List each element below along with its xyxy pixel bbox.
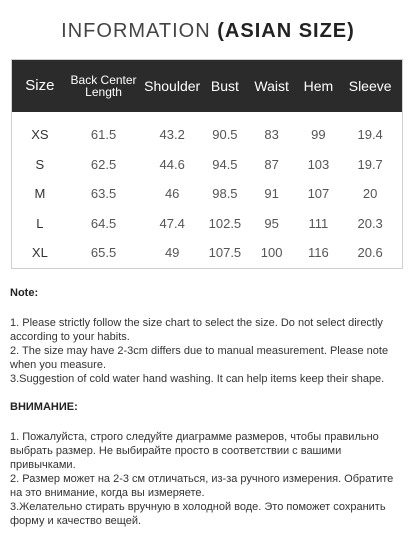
notes-section [10,286,408,528]
table-row [12,120,402,150]
cell-hem: 111 [308,215,329,231]
header-size: Size [25,77,55,94]
note-line-ru-3: 3.Желательно стирать вручную в холодной воде. Это поможет сохранить форму и качество вещей. [10,501,386,527]
cell-sleeve: 19.4 [357,127,383,143]
table-row [12,150,402,180]
cell-waist: 91 [264,186,279,202]
title-main: INFORMATION [61,20,211,42]
page-title [0,20,416,43]
table-body [12,112,402,268]
cell-back-center-length: 62.5 [90,156,117,172]
cell-size: XS [31,127,49,143]
cell-sleeve: 20.6 [357,245,383,261]
cell-bust: 107.5 [208,245,242,261]
cell-shoulder: 47.4 [159,215,185,231]
cell-hem: 107 [307,186,330,202]
cell-back-center-length: 63.5 [90,186,117,202]
cell-size: L [36,215,44,231]
cell-hem: 103 [307,156,330,172]
table-row [12,179,402,209]
cell-sleeve: 20.3 [357,215,383,231]
cell-waist: 100 [260,245,283,261]
cell-bust: 102.5 [208,215,242,231]
cell-back-center-length: 65.5 [90,245,117,261]
cell-waist: 87 [264,156,279,172]
table-row [12,209,402,239]
header-shoulder: Shoulder [144,78,201,94]
header-sleeve: Sleeve [348,78,392,94]
cell-size: S [35,156,45,172]
cell-bust: 94.5 [212,156,238,172]
cell-size: M [34,186,46,202]
cell-bust: 90.5 [212,127,238,143]
note-heading-en: Note: [10,287,39,299]
header-bust: Bust [210,78,239,94]
cell-back-center-length: 64.5 [90,215,117,231]
cell-shoulder: 49 [164,245,180,261]
title-qualifier: (ASIAN SIZE) [217,20,355,42]
cell-waist: 83 [264,127,279,143]
cell-waist: 95 [264,215,279,231]
table-row [12,238,402,268]
cell-shoulder: 44.6 [159,156,185,172]
cell-back-center-length: 61.5 [90,127,117,143]
note-line-en-1: 1. Please strictly follow the size chart to select the size. Do not select directly according to your habits. [10,317,383,343]
cell-sleeve: 19.7 [357,156,383,172]
note-line-ru-1: 1. Пожалуйста, строго следуйте диаграмме размеров, чтобы правильно выбрать размер. Не выбирайте просто в соответствии с вашими привычками. [10,431,379,471]
cell-sleeve: 20 [362,186,378,202]
header-hem: Hem [303,78,334,94]
cell-shoulder: 43.2 [159,127,185,143]
note-line-en-3: 3.Suggestion of cold water hand washing. It can help items keep their shape. [10,373,385,385]
cell-hem: 99 [311,127,326,143]
header-waist: Waist [254,78,289,94]
note-line-ru-2: 2. Размер может на 2-3 см отличаться, из-за ручного измерения. Обратите на это внимание, когда вы измеряете. [10,473,394,499]
note-line-en-2: 2. The size may have 2-3cm differs due to manual measurement. Please note when you measure. [10,345,389,371]
note-heading-ru: ВНИМАНИЕ: [10,401,78,413]
size-chart-table [11,59,403,269]
header-back-center-length: Back Center Length [70,73,137,99]
cell-size: XL [31,245,48,261]
cell-bust: 98.5 [212,186,238,202]
cell-shoulder: 46 [164,186,180,202]
cell-hem: 116 [308,245,329,261]
table-header-row [12,60,402,112]
